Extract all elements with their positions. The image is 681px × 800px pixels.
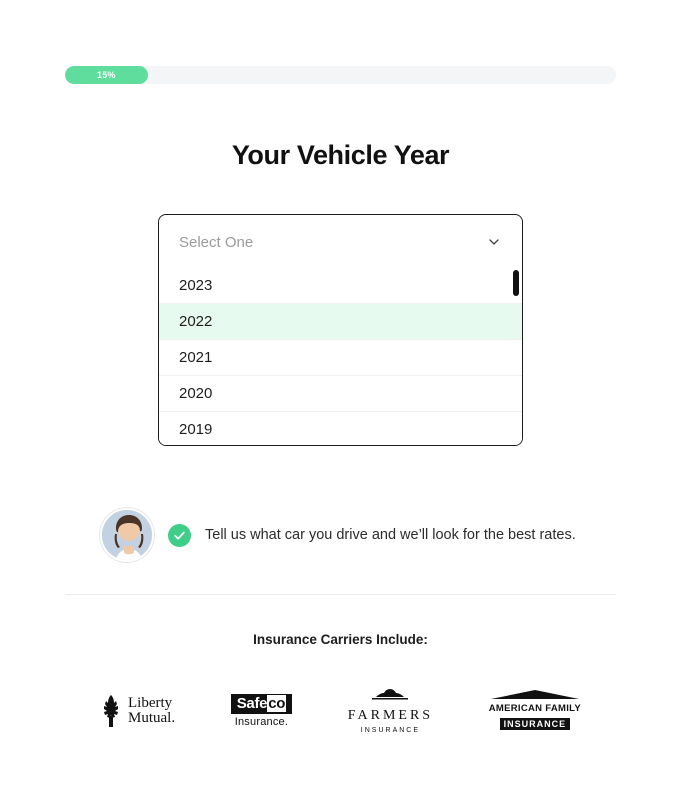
safeco-co-text: co [268, 695, 286, 712]
helper-message [100, 508, 576, 562]
option-label: 2023 [179, 277, 213, 294]
vehicle-year-select-placeholder: Select One [179, 233, 254, 251]
list-item[interactable] [159, 412, 522, 446]
dropdown-scrollbar[interactable] [513, 270, 519, 444]
progress-percent-label: 15% [97, 70, 116, 80]
carrier-name-line2: Mutual. [128, 710, 176, 726]
vehicle-year-dropdown[interactable] [158, 268, 523, 446]
page-title: Your Vehicle Year [231, 140, 450, 170]
safeco-insurance-text: Insurance. [234, 716, 289, 728]
list-item[interactable] [159, 268, 522, 304]
dropdown-scrollbar-thumb[interactable] [513, 270, 519, 296]
check-circle-icon [168, 524, 191, 547]
american-family-subtitle: INSURANCE [500, 718, 571, 730]
safeco-safe-text: Safe [236, 695, 268, 712]
list-item[interactable] [159, 376, 522, 412]
carrier-logo-safeco [231, 687, 292, 735]
american-family-title: AMERICAN FAMILY [488, 703, 581, 714]
option-label: 2020 [179, 385, 213, 402]
list-item[interactable] [159, 340, 522, 376]
carrier-name-line1: Liberty [128, 695, 173, 711]
section-divider [65, 594, 616, 595]
farmers-title: FARMERS [347, 707, 434, 723]
farmers-subtitle: INSURANCE [360, 726, 421, 734]
carrier-logo-farmers [348, 687, 433, 735]
avatar [100, 508, 154, 562]
option-label: 2022 [179, 313, 213, 330]
carrier-logo-liberty-mutual [100, 687, 175, 735]
progress-bar-fill [65, 66, 148, 84]
list-item[interactable] [159, 304, 522, 340]
carrier-logos [100, 682, 581, 740]
progress-bar [65, 66, 616, 84]
helper-message-text: Tell us what car you drive and we’ll look for the best rates. [205, 527, 576, 543]
option-label: 2021 [179, 349, 213, 366]
vehicle-year-select[interactable] [158, 214, 523, 270]
carriers-title: Insurance Carriers Include: [253, 632, 428, 647]
carrier-logo-american-family [489, 687, 581, 735]
chevron-down-icon[interactable] [486, 234, 502, 250]
option-label: 2019 [179, 421, 213, 438]
